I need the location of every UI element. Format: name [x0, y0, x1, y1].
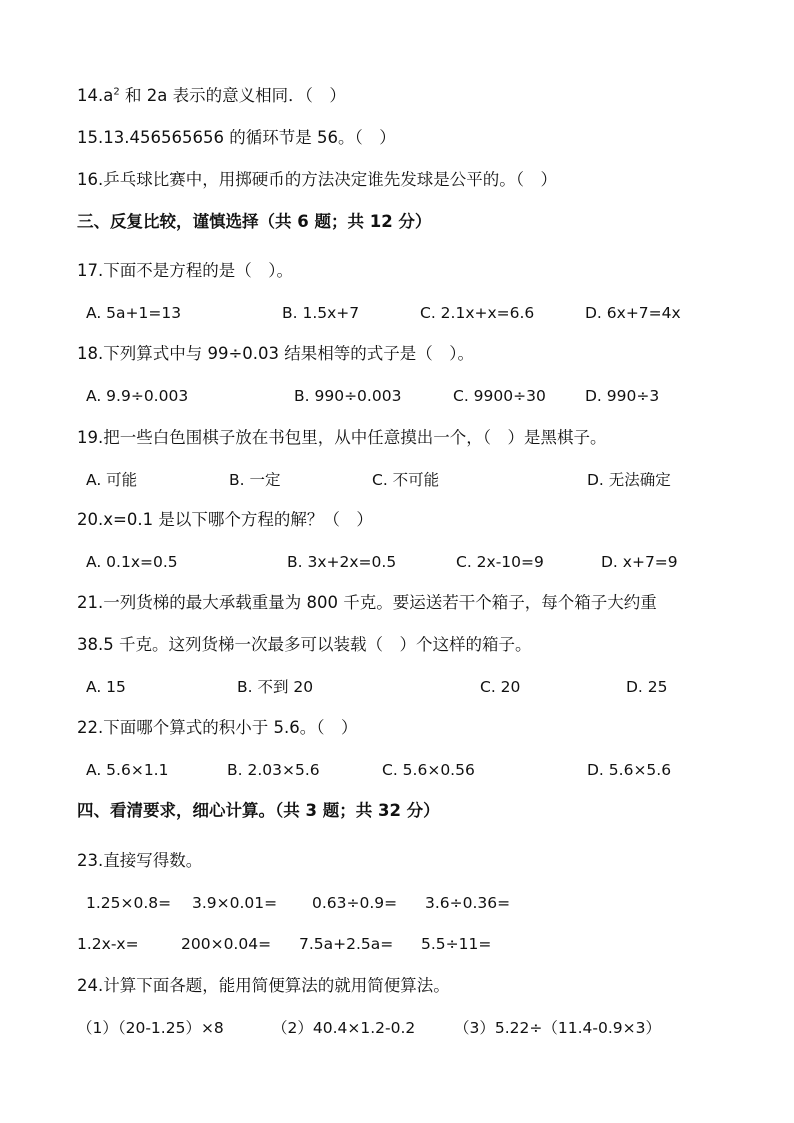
q21-option-c: C. 20 — [480, 678, 521, 696]
q24-item: （2）40.4×1.2-0.2 — [272, 1019, 416, 1037]
q14-superscript: 2 — [113, 86, 120, 98]
question-23-stem: 23.直接写得数。 — [77, 851, 203, 870]
q22-option-a: A. 5.6×1.1 — [86, 761, 169, 779]
question-20-stem: 20.x=0.1 是以下哪个方程的解？（ ） — [77, 510, 373, 529]
q21-option-d: D. 25 — [626, 678, 668, 696]
q14-text-b: 和 2a 表示的意义相同．（ ） — [119, 86, 346, 105]
q23-item: 5.5÷11= — [421, 935, 492, 953]
q19-option-c: C. 不可能 — [372, 471, 440, 489]
question-15: 15.13.456565656 的循环节是 56。（ ） — [77, 128, 396, 147]
q19-option-d: D. 无法确定 — [587, 471, 671, 489]
question-17-stem: 17.下面不是方程的是（ ）。 — [77, 261, 293, 280]
section-4-heading: 四、看清要求，细心计算。（共 3 题；共 32 分） — [77, 801, 440, 820]
q17-option-b: B. 1.5x+7 — [282, 304, 360, 322]
q19-option-b: B. 一定 — [229, 471, 281, 489]
q20-option-d: D. x+7=9 — [601, 553, 678, 571]
section-3-heading: 三、反复比较，谨慎选择（共 6 题；共 12 分） — [77, 212, 432, 231]
question-21-stem-line2: 38.5 千克。这列货梯一次最多可以装载（ ）个这样的箱子。 — [77, 635, 532, 654]
q24-item: （3）5.22÷（11.4-0.9×3） — [454, 1019, 661, 1037]
q20-option-a: A. 0.1x=0.5 — [86, 553, 178, 571]
q22-option-b: B. 2.03×5.6 — [227, 761, 320, 779]
q14-text-a: 14.a — [77, 86, 114, 105]
q22-option-d: D. 5.6×5.6 — [587, 761, 672, 779]
q20-option-c: C. 2x-10=9 — [456, 553, 544, 571]
q21-option-b: B. 不到 20 — [237, 678, 314, 696]
question-19-stem: 19.把一些白色围棋子放在书包里，从中任意摸出一个，（ ）是黑棋子。 — [77, 428, 607, 447]
q18-option-a: A. 9.9÷0.003 — [86, 387, 189, 405]
q24-item: （1）（20-1.25）×8 — [77, 1019, 224, 1037]
q17-option-c: C. 2.1x+x=6.6 — [420, 304, 535, 322]
q22-option-c: C. 5.6×0.56 — [382, 761, 475, 779]
question-18-stem: 18.下列算式中与 99÷0.03 结果相等的式子是（ ）。 — [77, 344, 475, 363]
q23-item: 200×0.04= — [181, 935, 272, 953]
q18-option-b: B. 990÷0.003 — [294, 387, 402, 405]
question-21-stem-line1: 21.一列货梯的最大承载重量为 800 千克。要运送若干个箱子，每个箱子大约重 — [77, 593, 657, 612]
q18-option-d: D. 990÷3 — [585, 387, 660, 405]
q23-item: 1.25×0.8= — [86, 894, 172, 912]
q17-option-d: D. 6x+7=4x — [585, 304, 681, 322]
question-22-stem: 22.下面哪个算式的积小于 5.6。（ ） — [77, 718, 358, 737]
q23-item: 3.6÷0.36= — [425, 894, 511, 912]
q18-option-c: C. 9900÷30 — [453, 387, 546, 405]
q23-item: 7.5a+2.5a= — [299, 935, 394, 953]
question-24-stem: 24.计算下面各题，能用简便算法的就用简便算法。 — [77, 976, 450, 995]
q23-item: 3.9×0.01= — [192, 894, 278, 912]
q23-item: 1.2x-x= — [77, 935, 139, 953]
q17-option-a: A. 5a+1=13 — [86, 304, 182, 322]
question-16: 16.乒乓球比赛中，用掷硬币的方法决定谁先发球是公平的。（ ） — [77, 170, 557, 189]
question-14 — [77, 85, 794, 107]
q19-option-a: A. 可能 — [86, 471, 138, 489]
q21-option-a: A. 15 — [86, 678, 126, 696]
q20-option-b: B. 3x+2x=0.5 — [287, 553, 397, 571]
q23-item: 0.63÷0.9= — [312, 894, 398, 912]
